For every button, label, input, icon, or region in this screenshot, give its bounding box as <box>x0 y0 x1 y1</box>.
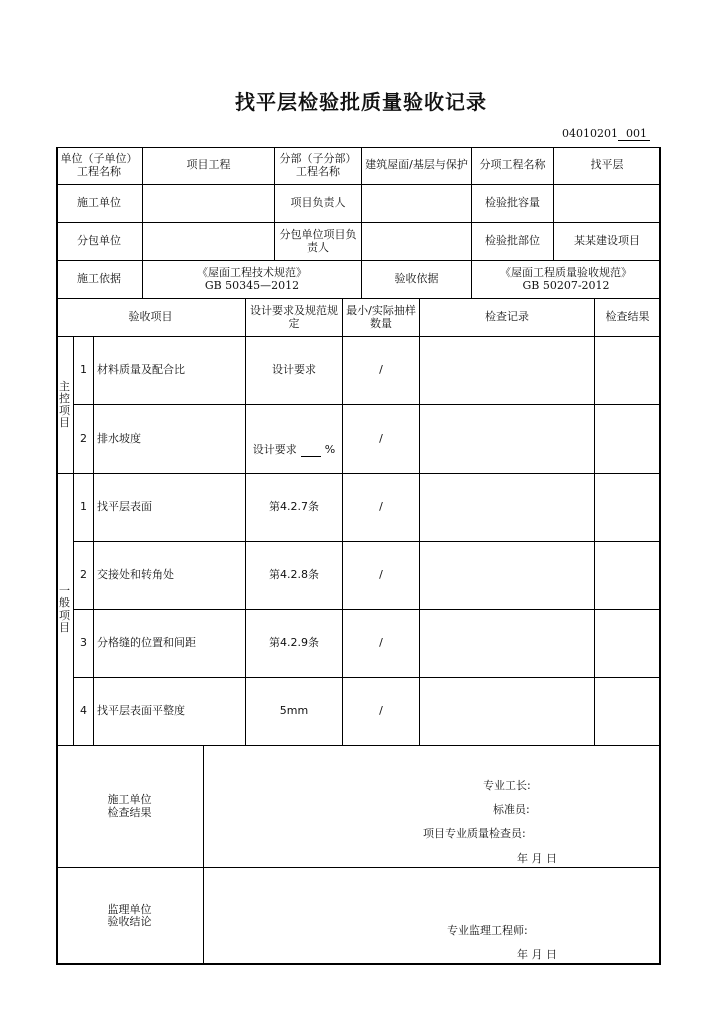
qc-inspector-label: 项目专业质量检查员: <box>423 827 526 840</box>
general-item-3-result[interactable] <box>595 610 661 678</box>
supervision-check-area[interactable] <box>204 868 661 965</box>
column-header-result: 检查结果 <box>595 299 661 337</box>
general-item-2-record[interactable] <box>420 542 595 610</box>
column-header-design-req: 设计要求及规范规定 <box>246 299 343 337</box>
subcontract-leader-value[interactable] <box>362 223 472 261</box>
batch-capacity-label: 检验批容量 <box>472 185 554 223</box>
main-item-2-req-prefix: 设计要求 <box>252 443 297 457</box>
group-char: 般 <box>59 596 70 610</box>
main-control-group-label <box>56 337 74 474</box>
subcontract-unit-label: 分包单位 <box>56 223 143 261</box>
supervision-check-label-line1: 监理单位 <box>107 902 152 916</box>
page-title: 找平层检验批质量验收记录 <box>235 90 487 114</box>
general-item-2-req: 第4.2.8条 <box>246 542 343 610</box>
document-number-prefix: 04010201 <box>562 127 618 140</box>
construction-basis-line1: 《屋面工程技术规范》 <box>197 266 307 280</box>
general-item-4-name: 找平层表面平整度 <box>94 678 246 746</box>
general-item-2-name: 交接处和转角处 <box>94 542 246 610</box>
main-item-1-req: 设计要求 <box>246 337 343 405</box>
general-item-2-result[interactable] <box>595 542 661 610</box>
group-char: 主 <box>59 379 70 393</box>
group-char: 控 <box>59 391 70 405</box>
construction-check-label-line1: 施工单位 <box>107 793 152 807</box>
main-item-1-no: 1 <box>74 337 94 405</box>
general-item-4-req: 5mm <box>246 678 343 746</box>
foreman-label: 专业工长: <box>483 779 531 792</box>
supervision-engineer-label: 专业监理工程师: <box>447 924 528 937</box>
general-group-label <box>56 474 74 746</box>
general-item-1-sample[interactable]: / <box>343 474 420 542</box>
main-item-2-no: 2 <box>74 405 94 474</box>
general-item-1-record[interactable] <box>420 474 595 542</box>
general-item-1-name: 找平层表面 <box>94 474 246 542</box>
supervision-date: 年 月 日 <box>517 948 557 961</box>
group-char: 目 <box>59 416 70 430</box>
general-item-3-no: 3 <box>74 610 94 678</box>
group-char: 项 <box>59 608 70 622</box>
construction-basis-label: 施工依据 <box>56 261 143 299</box>
construction-unit-value[interactable] <box>143 185 275 223</box>
general-item-1-no: 1 <box>74 474 94 542</box>
general-item-3-name: 分格缝的位置和间距 <box>94 610 246 678</box>
subcontract-unit-value[interactable] <box>143 223 275 261</box>
acceptance-basis-label: 验收依据 <box>362 261 472 299</box>
unit-project-label: 单位（子单位）工程名称 <box>56 147 143 185</box>
subcontract-leader-label: 分包单位项目负责人 <box>275 223 362 261</box>
general-item-3-record[interactable] <box>420 610 595 678</box>
general-item-2-sample[interactable]: / <box>343 542 420 610</box>
sub-project-label: 分部（子分部）工程名称 <box>275 147 362 185</box>
main-item-2-name: 排水坡度 <box>94 405 246 474</box>
column-header-sampling: 最小/实际抽样数量 <box>343 299 420 337</box>
general-item-1-result[interactable] <box>595 474 661 542</box>
general-item-2-no: 2 <box>74 542 94 610</box>
slope-input-blank[interactable] <box>301 447 321 457</box>
supervision-check-label <box>56 868 204 965</box>
main-item-2-result[interactable] <box>595 405 661 474</box>
main-item-1-record[interactable] <box>420 337 595 405</box>
item-project-value[interactable]: 找平层 <box>554 147 661 185</box>
main-item-2-req-suffix: % <box>324 443 336 457</box>
general-item-1-req: 第4.2.7条 <box>246 474 343 542</box>
acceptance-basis-value <box>472 261 661 299</box>
batch-location-value[interactable]: 某某建设项目 <box>554 223 661 261</box>
batch-location-label: 检验批部位 <box>472 223 554 261</box>
group-char: 目 <box>59 620 70 634</box>
general-item-3-req: 第4.2.9条 <box>246 610 343 678</box>
sub-project-value[interactable]: 建筑屋面/基层与保护 <box>362 147 472 185</box>
batch-capacity-value[interactable] <box>554 185 661 223</box>
standard-officer-label: 标准员: <box>493 803 530 816</box>
acceptance-basis-line1: 《屋面工程质量验收规范》 <box>500 266 632 280</box>
group-char: 项 <box>59 404 70 417</box>
construction-basis-line2: GB 50345—2012 <box>204 278 300 292</box>
column-header-item: 验收项目 <box>56 299 246 337</box>
construction-date: 年 月 日 <box>517 852 557 865</box>
main-item-1-sample[interactable]: / <box>343 337 420 405</box>
unit-project-value[interactable]: 项目工程 <box>143 147 275 185</box>
general-item-4-no: 4 <box>74 678 94 746</box>
item-project-label: 分项工程名称 <box>472 147 554 185</box>
general-item-4-record[interactable] <box>420 678 595 746</box>
main-item-2-record[interactable] <box>420 405 595 474</box>
general-item-4-result[interactable] <box>595 678 661 746</box>
main-item-1-name: 材料质量及配合比 <box>94 337 246 405</box>
construction-check-label-line2: 检查结果 <box>107 805 152 819</box>
general-item-4-sample[interactable]: / <box>343 678 420 746</box>
construction-check-area[interactable] <box>204 746 661 868</box>
acceptance-basis-line2: GB 50207-2012 <box>522 278 610 292</box>
main-item-2-sample[interactable]: / <box>343 405 420 474</box>
document-number-seq: 001 <box>618 127 650 141</box>
supervision-check-label-line2: 验收结论 <box>107 915 152 928</box>
project-leader-value[interactable] <box>362 185 472 223</box>
general-item-3-sample[interactable]: / <box>343 610 420 678</box>
main-item-2-req <box>246 405 343 474</box>
main-item-1-result[interactable] <box>595 337 661 405</box>
document-number <box>562 127 662 141</box>
construction-unit-label: 施工单位 <box>56 185 143 223</box>
group-char: 一 <box>59 584 70 598</box>
column-header-record: 检查记录 <box>420 299 595 337</box>
construction-check-label <box>56 746 204 868</box>
project-leader-label: 项目负责人 <box>275 185 362 223</box>
construction-basis-value <box>143 261 362 299</box>
